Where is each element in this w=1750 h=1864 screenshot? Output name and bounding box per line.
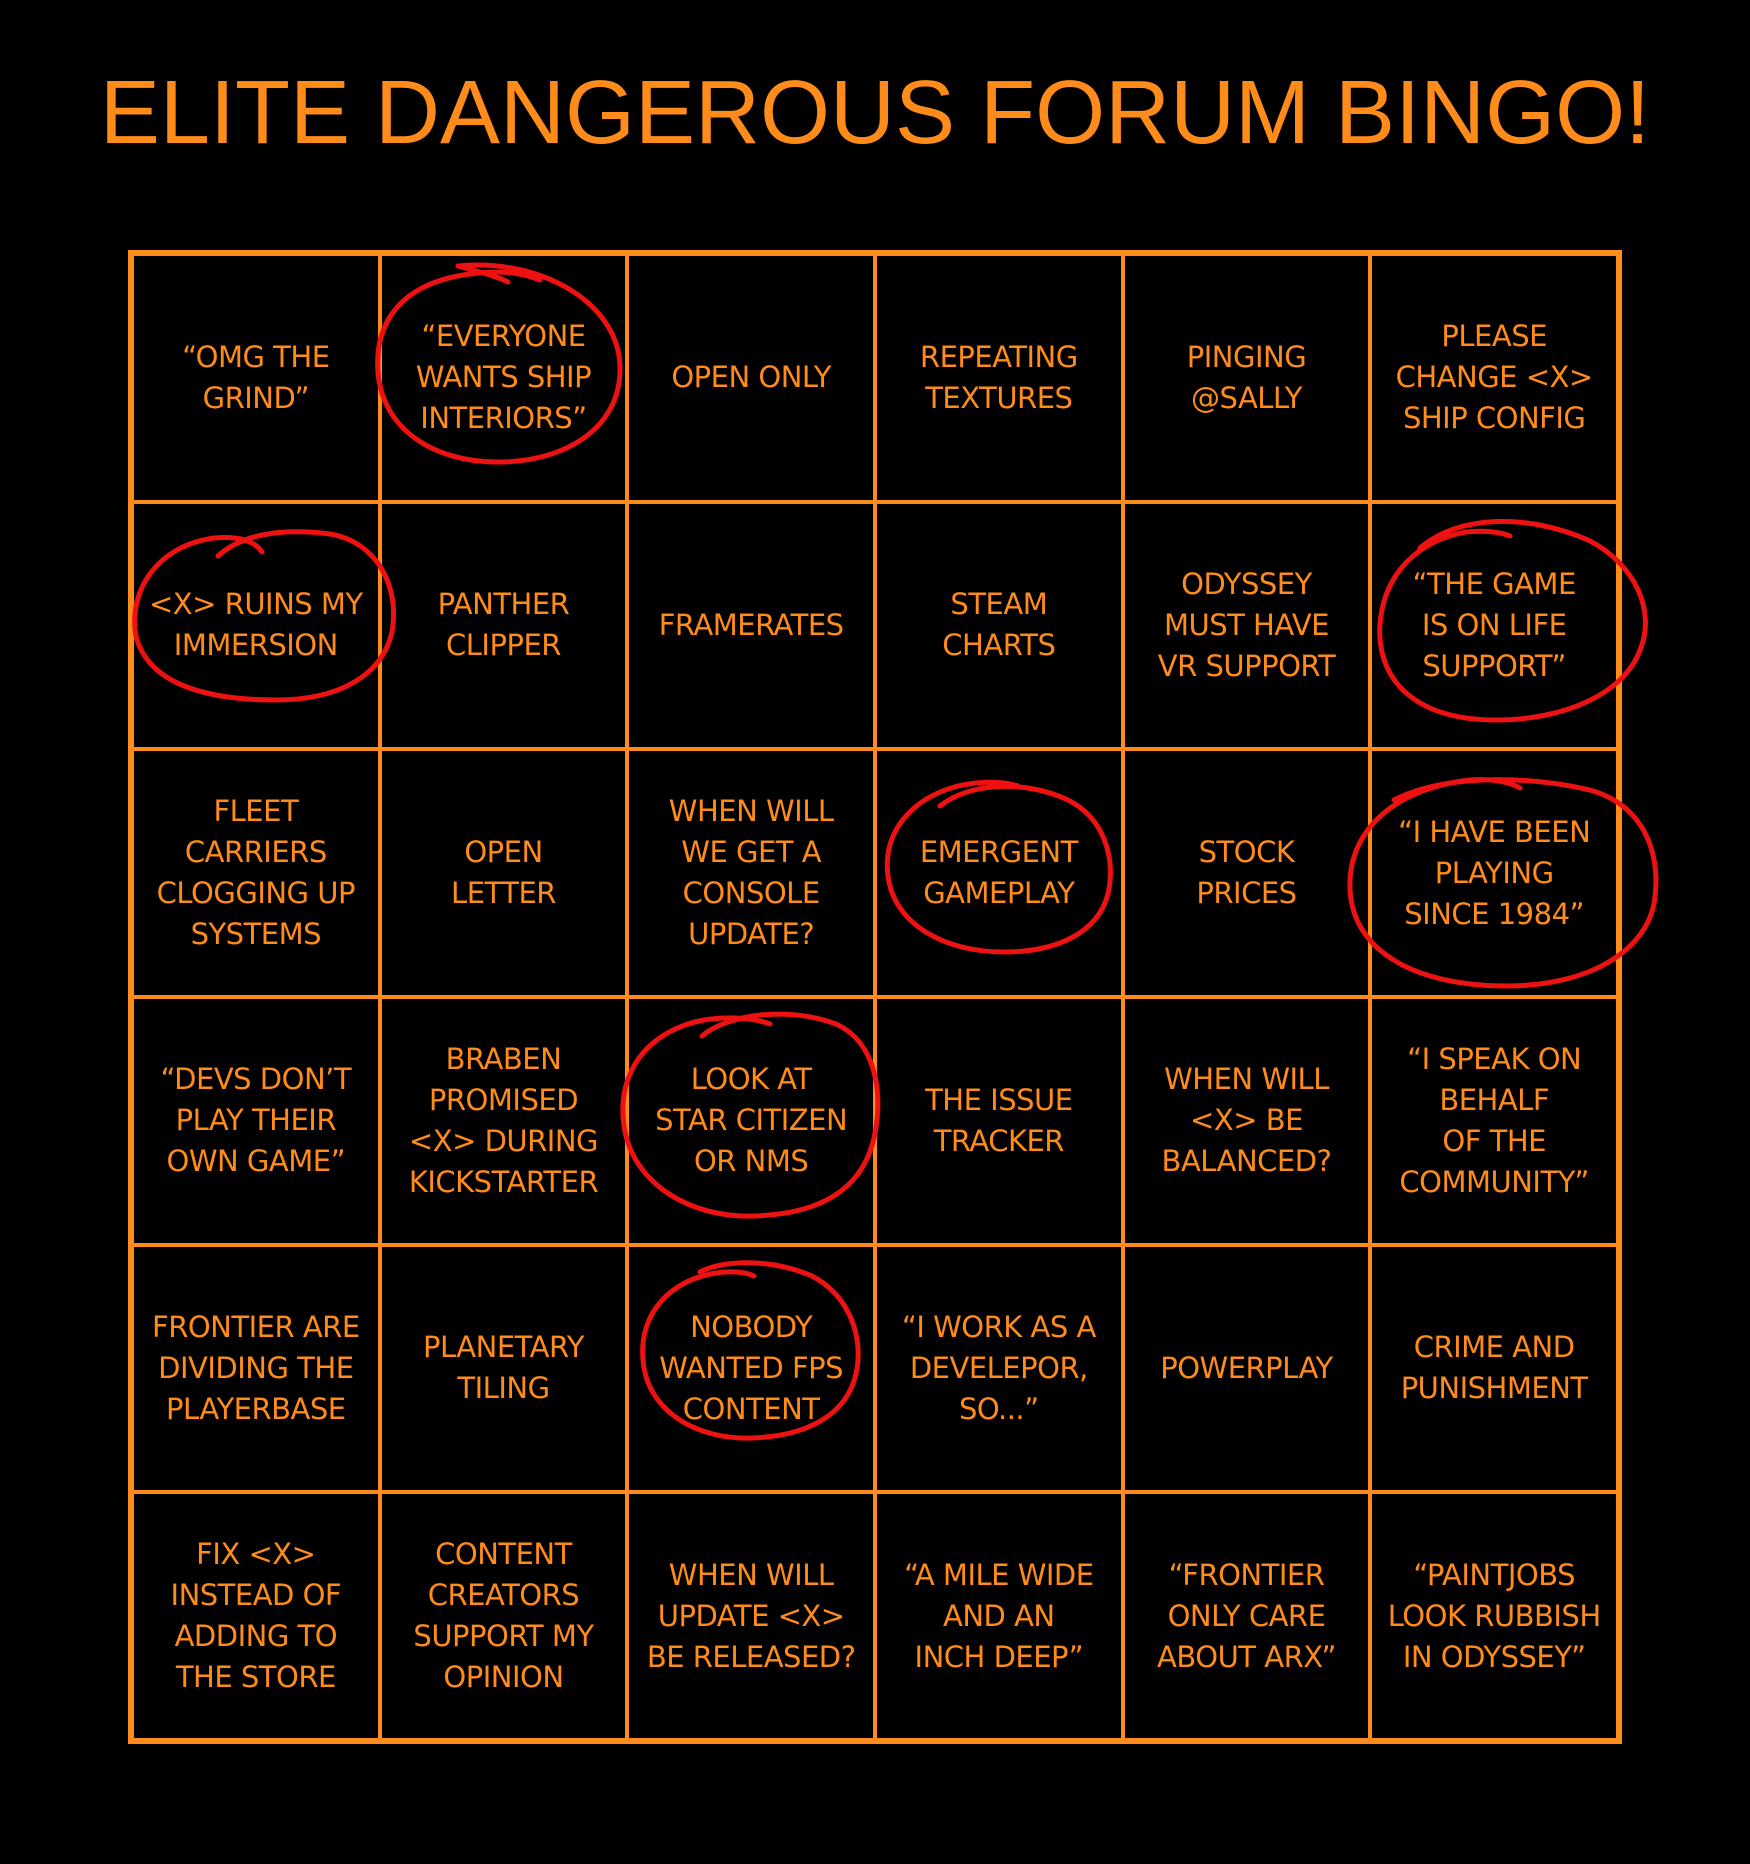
bingo-cell-label: “THE GAME IS ON LIFE SUPPORT” — [1412, 566, 1576, 683]
bingo-cell[interactable] — [627, 254, 875, 502]
bingo-cell-label: OPEN LETTER — [451, 835, 556, 911]
bingo-cell-label: WHEN WILL <X> BE BALANCED? — [1161, 1062, 1332, 1179]
bingo-cell[interactable] — [1123, 502, 1371, 750]
bingo-cell[interactable] — [627, 997, 875, 1245]
bingo-cell[interactable] — [1123, 1492, 1371, 1740]
bingo-cell-label: BRABEN PROMISED <X> DURING KICKSTARTER — [408, 1041, 599, 1199]
bingo-cell[interactable] — [132, 1245, 380, 1493]
bingo-cell-label: POWERPLAY — [1160, 1350, 1333, 1385]
bingo-cell[interactable] — [627, 1245, 875, 1493]
bingo-cell[interactable] — [875, 997, 1123, 1245]
bingo-cell-label: WHEN WILL WE GET A CONSOLE UPDATE? — [668, 794, 834, 952]
bingo-cell[interactable] — [1123, 997, 1371, 1245]
bingo-cell-label: FRONTIER ARE DIVIDING THE PLAYERBASE — [152, 1309, 360, 1426]
bingo-cell-label: “I WORK AS A DEVELEPOR, SO...” — [901, 1309, 1096, 1426]
bingo-board — [128, 250, 1622, 1744]
bingo-cell-label: “PAINTJOBS LOOK RUBBISH IN ODYSSEY” — [1387, 1557, 1601, 1674]
bingo-cell[interactable] — [380, 749, 628, 997]
bingo-cell[interactable] — [380, 997, 628, 1245]
bingo-cell-label: FLEET CARRIERS CLOGGING UP SYSTEMS — [156, 794, 355, 952]
bingo-cell[interactable] — [627, 502, 875, 750]
bingo-cell-label: PLANETARY TILING — [423, 1330, 584, 1406]
bingo-cell-label: STOCK PRICES — [1196, 835, 1297, 911]
bingo-cell[interactable] — [875, 502, 1123, 750]
bingo-cell[interactable] — [1370, 1492, 1618, 1740]
bingo-cell[interactable] — [1370, 1245, 1618, 1493]
bingo-cell-label: CRIME AND PUNISHMENT — [1400, 1330, 1588, 1406]
bingo-cell-label: FRAMERATES — [658, 607, 844, 642]
bingo-cell-label: “EVERYONE WANTS SHIP INTERIORS” — [415, 319, 592, 436]
bingo-cell[interactable] — [1370, 254, 1618, 502]
bingo-cell[interactable] — [1123, 749, 1371, 997]
bingo-cell-label: CONTENT CREATORS SUPPORT MY OPINION — [413, 1537, 594, 1695]
bingo-cell-label: PANTHER CLIPPER — [437, 587, 570, 663]
bingo-cell-label: “DEVS DON’T PLAY THEIR OWN GAME” — [160, 1062, 352, 1179]
bingo-cell-label: “OMG THE GRIND” — [182, 339, 330, 415]
bingo-cell-label: “I SPEAK ON BEHALF OF THE COMMUNITY” — [1399, 1041, 1589, 1199]
page-title: ELITE DANGEROUS FORUM BINGO! — [99, 63, 1651, 163]
bingo-cell-label: ODYSSEY MUST HAVE VR SUPPORT — [1157, 566, 1336, 683]
bingo-cell[interactable] — [132, 1492, 380, 1740]
bingo-cell[interactable] — [1370, 749, 1618, 997]
bingo-cell-label: “I HAVE BEEN PLAYING SINCE 1984” — [1398, 814, 1591, 931]
bingo-cell[interactable] — [380, 1245, 628, 1493]
bingo-cell-label: REPEATING TEXTURES — [919, 339, 1078, 415]
bingo-cell[interactable] — [1370, 502, 1618, 750]
bingo-cell[interactable] — [132, 502, 380, 750]
bingo-cell[interactable] — [875, 254, 1123, 502]
bingo-cell-label: LOOK AT STAR CITIZEN OR NMS — [655, 1062, 848, 1179]
bingo-cell-label: STEAM CHARTS — [942, 587, 1056, 663]
bingo-cell[interactable] — [380, 1492, 628, 1740]
bingo-cell[interactable] — [1123, 254, 1371, 502]
bingo-cell[interactable] — [627, 1492, 875, 1740]
bingo-cell[interactable] — [875, 1492, 1123, 1740]
bingo-cell-label: EMERGENT GAMEPLAY — [919, 835, 1078, 911]
bingo-cell[interactable] — [380, 254, 628, 502]
bingo-cell-label: “A MILE WIDE AND AN INCH DEEP” — [904, 1557, 1094, 1674]
bingo-cell[interactable] — [132, 997, 380, 1245]
bingo-cell[interactable] — [1370, 997, 1618, 1245]
bingo-cell-label: OPEN ONLY — [671, 360, 831, 395]
bingo-cell[interactable] — [132, 749, 380, 997]
bingo-cell-label: PINGING @SALLY — [1186, 339, 1307, 415]
bingo-cell[interactable] — [875, 1245, 1123, 1493]
bingo-cell[interactable] — [875, 749, 1123, 997]
bingo-cell-label: “FRONTIER ONLY CARE ABOUT ARX” — [1157, 1557, 1336, 1674]
bingo-cell[interactable] — [132, 254, 380, 502]
bingo-cell-label: PLEASE CHANGE <X> SHIP CONFIG — [1395, 319, 1593, 436]
bingo-cell-label: WHEN WILL UPDATE <X> BE RELEASED? — [646, 1557, 856, 1674]
bingo-cell[interactable] — [380, 502, 628, 750]
bingo-cell-label: FIX <X> INSTEAD OF ADDING TO THE STORE — [170, 1537, 342, 1695]
bingo-cell-label: <X> RUINS MY IMMERSION — [148, 587, 363, 663]
bingo-cell-label: THE ISSUE TRACKER — [925, 1082, 1073, 1158]
bingo-cell[interactable] — [1123, 1245, 1371, 1493]
bingo-cell-label: NOBODY WANTED FPS CONTENT — [659, 1309, 844, 1426]
bingo-cell[interactable] — [627, 749, 875, 997]
